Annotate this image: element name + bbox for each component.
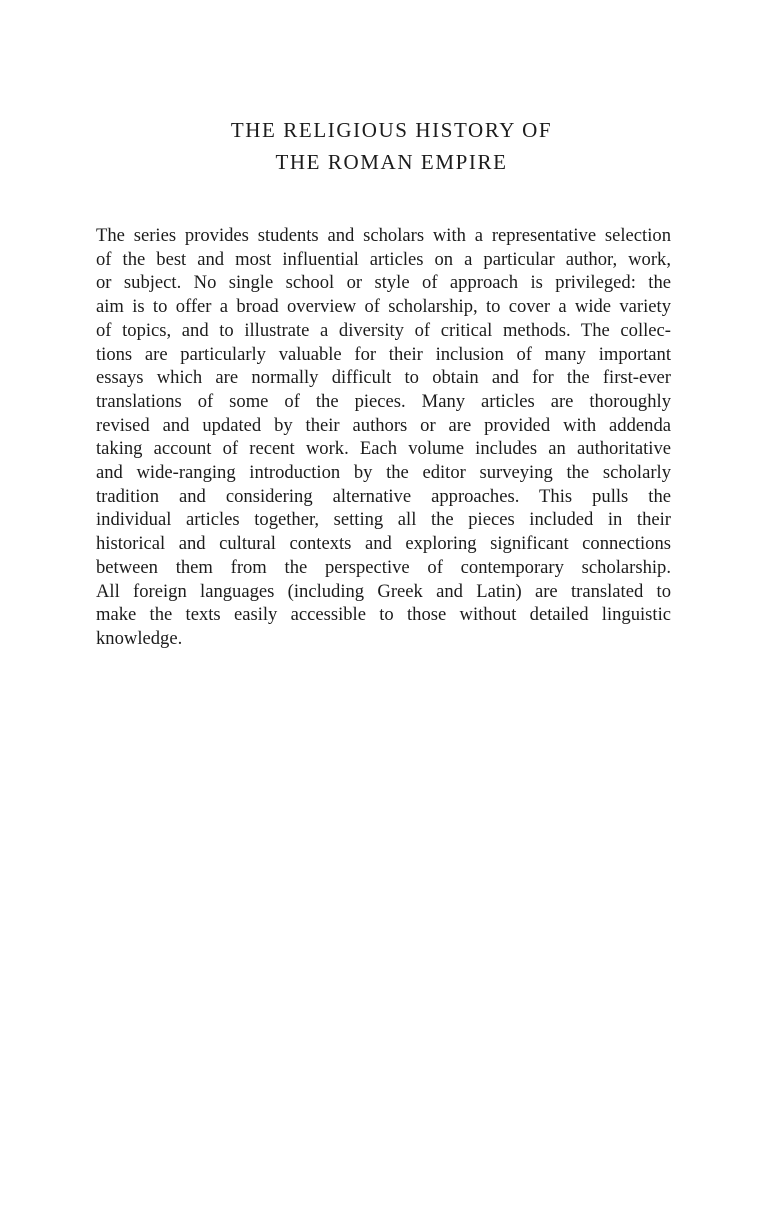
text-line: and wide-ranging introduction by the editor surveying the scholarly <box>96 462 671 484</box>
text-line: tions are particularly valuable for their inclusion of many important <box>96 343 671 365</box>
text-line: make the texts easily accessible to those without detailed linguistic <box>96 604 671 626</box>
series-title-line-2: THE ROMAN EMPIRE <box>275 150 508 174</box>
text-line: historical and cultural contexts and exploring significant connections <box>96 533 671 555</box>
series-description <box>96 224 671 651</box>
text-line: of topics, and to illustrate a diversity of critical methods. The collec- <box>96 319 671 341</box>
text-line: essays which are normally difficult to obtain and for the first-ever <box>96 367 671 389</box>
text-line: of the best and most influential articles on a particular author, work, <box>96 248 671 270</box>
text-line: aim is to offer a broad overview of scholarship, to cover a wide variety <box>96 296 671 318</box>
text-line: taking account of recent work. Each volume includes an authoritative <box>96 438 671 460</box>
text-line: All foreign languages (including Greek and Latin) are translated to <box>96 580 671 602</box>
text-line: or subject. No single school or style of approach is privileged: the <box>96 272 671 294</box>
text-line: individual articles together, setting all the pieces included in their <box>96 509 671 531</box>
text-line: between them from the perspective of contemporary scholarship. <box>96 556 671 578</box>
text-line: knowledge. <box>96 627 183 649</box>
text-line: translations of some of the pieces. Many articles are thoroughly <box>96 390 671 412</box>
text-line: The series provides students and scholars with a representative selection <box>96 225 671 246</box>
text-line: revised and updated by their authors or are provided with addenda <box>96 414 671 436</box>
series-title-line-1: THE RELIGIOUS HISTORY OF <box>230 118 553 142</box>
text-line: tradition and considering alternative approaches. This pulls the <box>96 485 671 507</box>
